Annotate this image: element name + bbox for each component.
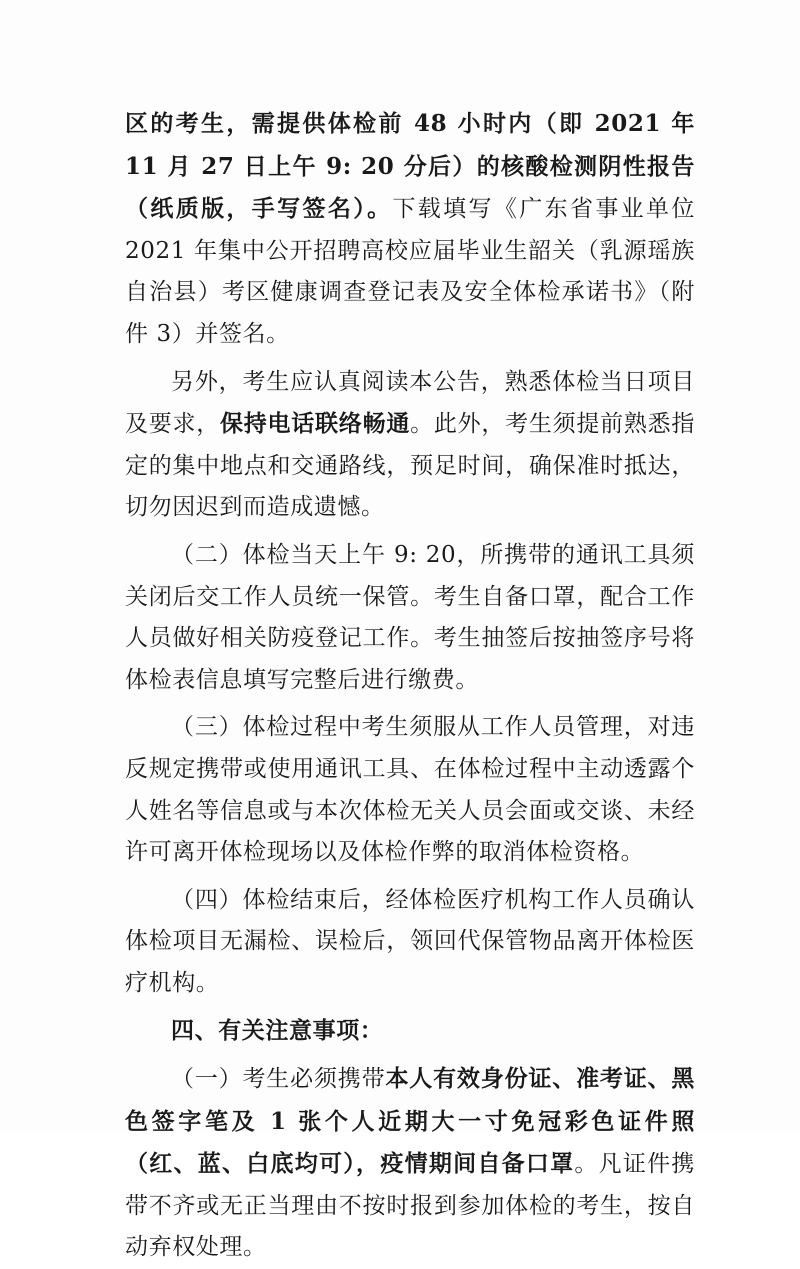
paragraph-notice	[125, 362, 695, 529]
paragraph-item-3: （三）体检过程中考生须服从工作人员管理，对违反规定携带或使用通讯工具、在体检过程中主动透露个人姓名等信息或与本次体检无关人员会面或交谈、未经许可离开体检现场以及体检作弊的取消体检资格。	[125, 714, 695, 866]
nucleic-acid-requirement: 区的考生，需提供体检前 48 小时内（即 2021 年 11 月 27 日上午 9: 20 分后）的核酸检测阴性报告（纸质版，手写签名）。	[125, 110, 695, 223]
notice-text-1: 另外，考生应认真阅读本公告，熟悉体检当日项目及要求，	[125, 368, 695, 438]
item-1-text-1: （一）考生必须携带	[171, 1066, 386, 1093]
item-1-required-documents: 本人有效身份证、准考证、黑色签字笔及 1 张个人近期大一寸免冠彩色证件照（红、蓝、白底均可），疫情期间自备口罩	[125, 1065, 695, 1178]
section-heading-4: 四、有关注意事项：	[171, 1017, 384, 1045]
paragraph-section-4-item-1	[125, 1058, 695, 1269]
notice-phone-emphasis: 保持电话联络畅通	[220, 410, 411, 438]
paragraph-item-2: （二）体检当天上午 9: 20，所携带的通讯工具须关闭后交工作人员统一保管。考生自备口罩，配合工作人员做好相关防疫登记工作。考生抽签后按抽签序号将体检表信息填写完整后进行缴费。	[125, 541, 695, 693]
paragraph-requirements	[125, 103, 695, 356]
form-download-instruction: 下载填写《广东省事业单位 2021 年集中公开招聘高校应届毕业生韶关（乳源瑶族自治县）考区健康调查登记表及安全体检承诺书》（附件 3）并签名。	[125, 196, 695, 347]
document-body	[125, 103, 695, 1269]
notice-text-2: 。此外，考生须提前熟悉指定的集中地点和交通路线，预足时间，确保准时抵达，切勿因迟到而造成遗憾。	[125, 411, 695, 521]
paragraph-item-4: （四）体检结束后，经体检医疗机构工作人员确认体检项目无漏检、误检后，领回代保管物品离开体检医疗机构。	[125, 886, 695, 996]
item-1-text-2: 。凡证件携带不齐或无正当理由不按时报到参加体检的考生，按自动弃权处理。	[125, 1151, 695, 1261]
